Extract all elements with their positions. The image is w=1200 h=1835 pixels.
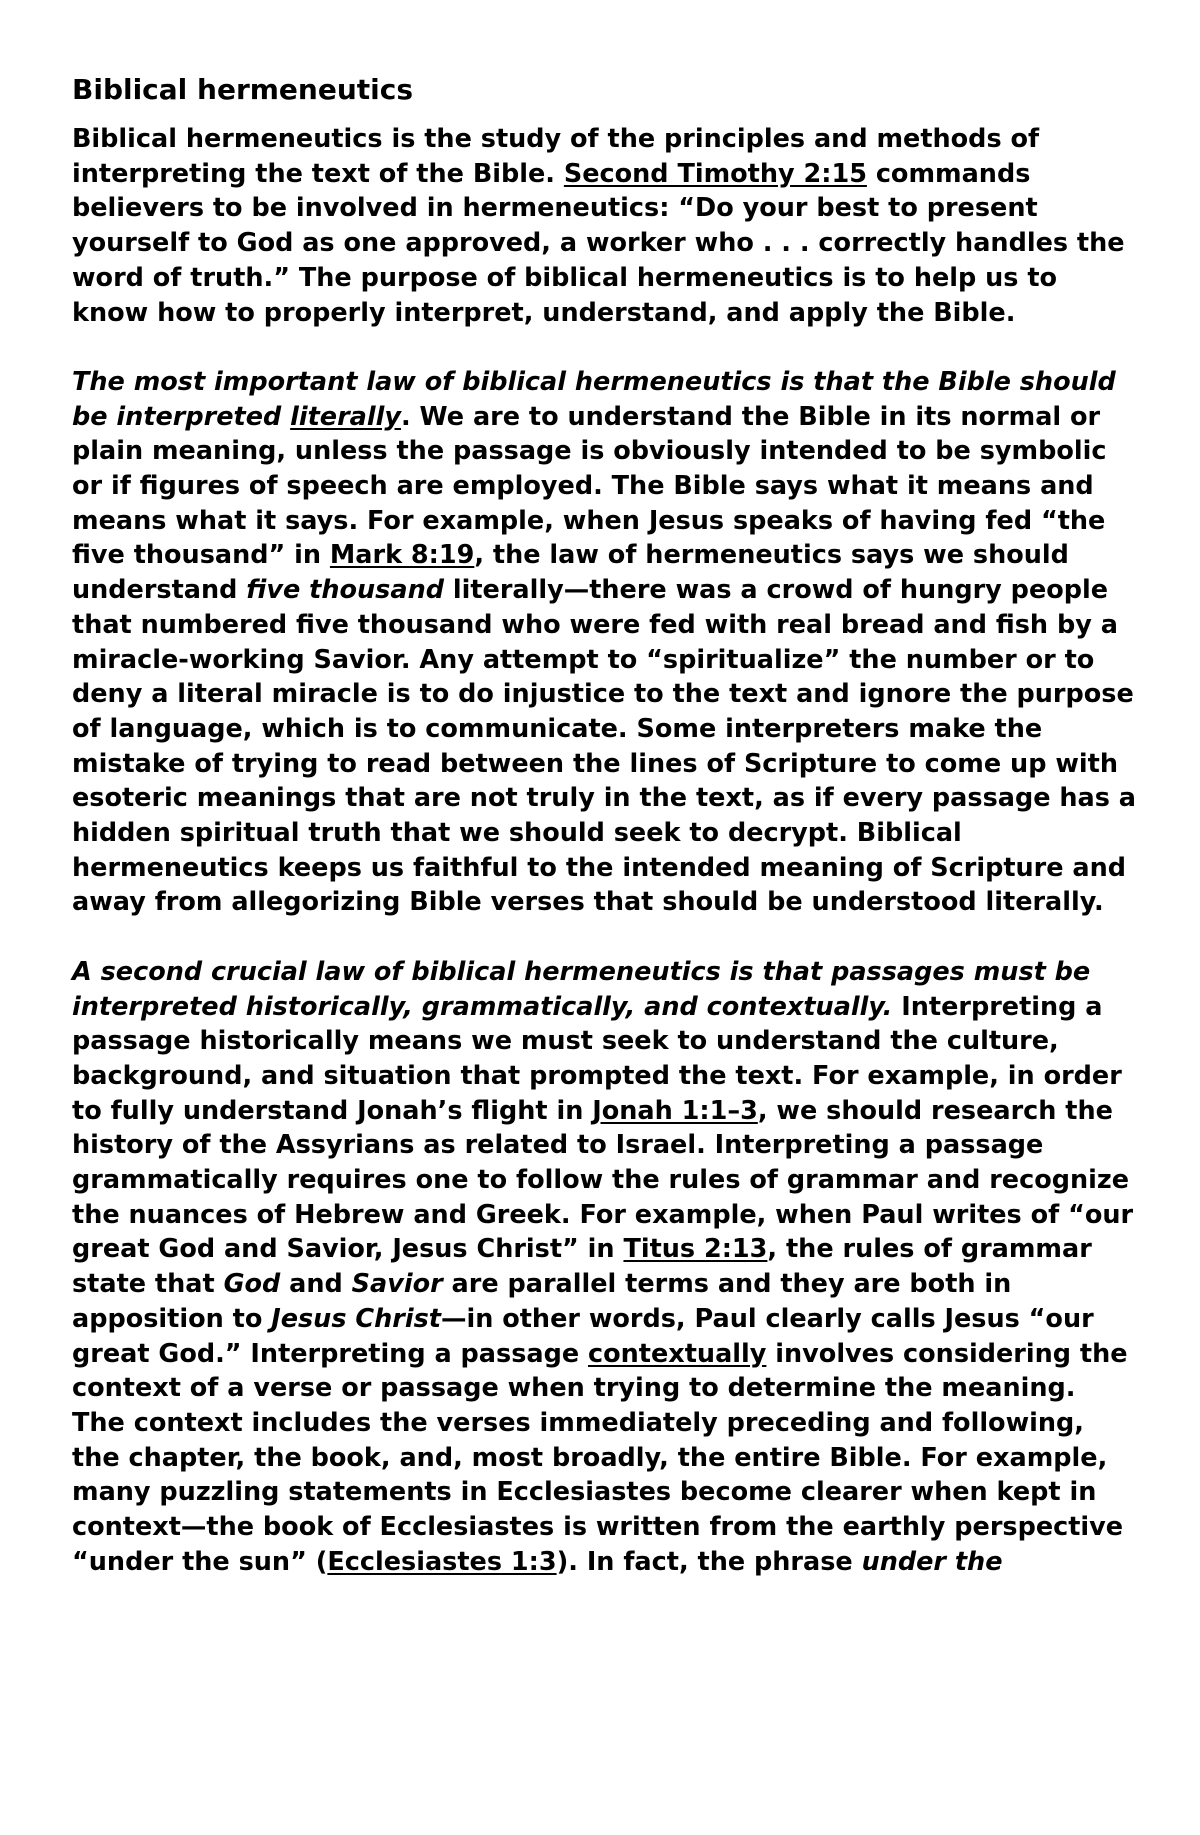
text-run: and [280, 1269, 352, 1300]
emphasis-text: The most important law of biblical hermeneutics is that the Bible should be interpreted [72, 366, 1116, 432]
document-page [72, 70, 1136, 1580]
text-run: are parallel terms and they are both in apposition to [72, 1269, 1012, 1334]
text-run: —in other words, Paul clearly calls Jesus “our great God.” Interpreting a passage [72, 1303, 1094, 1369]
text-run: . We are to understand the Bible in its normal or plain meaning, unless the passage is obviously intended to be symbolic or if figures of speech are employed. The Bible says what it means and means what it says. For example, when Jesus speaks of having fed “the five thousand” in [72, 401, 1107, 571]
document-title: Biblical hermeneutics [72, 73, 414, 106]
scripture-link-jonah-1-1-3[interactable]: Jonah 1:1–3 [592, 1095, 758, 1126]
text-run: , we should research the history of the Assyrians as related to Israel. Interpreting a passage grammatically requires one to follow the rules of grammar and recognize the nuances of Hebrew and Greek. For example, when Paul writes of “our great God and Savior, Jesus Christ” in [72, 1095, 1134, 1265]
emphasis-text: Savior [351, 1269, 443, 1300]
paragraph-literal-law [72, 365, 1136, 920]
text-run: Interpreting a passage historically means we must seek to understand the culture, background, and situation that prompted the text. For example, in order to fully understand Jonah’s flight in [72, 991, 1122, 1126]
text-run: involves considering the context of a verse or passage when trying to determine the meaning. The context includes the verses immediately preceding and following, the chapter, the book, and, most broadly, the entire Bible. For example, many puzzling statements in Ecclesiastes become clearer when kept in context—the book of Ecclesiastes is written from the earthly perspective “under the sun” ( [72, 1338, 1128, 1577]
emphasis-text: Jesus Christ [271, 1303, 441, 1334]
scripture-link-titus-2-13[interactable]: Titus 2:13 [623, 1234, 768, 1265]
text-run: Biblical hermeneutics is the study of the principles and methods of interpreting the text of the Bible. [72, 124, 1040, 189]
paragraph-historical-law [72, 955, 1136, 1580]
paragraph-intro [72, 122, 1136, 330]
text-run: commands believers to be involved in hermeneutics: “Do your best to present yourself to God as one approved, a worker who . . . correctly handles the word of truth.” The purpose of biblical hermeneutics is to help us to know how to properly interpret, understand, and apply the Bible. [72, 158, 1125, 328]
text-run: literally—there was a crowd of hungry people that numbered five thousand who were fed with real bread and fish by a miracle-working Savior. Any attempt to “spiritualize” the number or to deny a literal miracle is to do injustice to the text and ignore the purpose of language, which is to communicate. Some interpreters make the mistake of trying to read between the lines of Scripture to come up with esoteric meanings that are not truly in the text, as if every passage has a hidden spiritual truth that we should seek to decrypt. Biblical hermeneutics keeps us faithful to the intended meaning of Scripture and away from allegorizing Bible verses that should be understood literally. [72, 575, 1137, 918]
scripture-link-ecclesiastes-1-3[interactable]: Ecclesiastes 1:3 [327, 1546, 557, 1577]
emphasis-text: under the [861, 1546, 1003, 1577]
link-contextually[interactable]: contextually [588, 1338, 767, 1369]
scripture-link-mark-8-19[interactable]: Mark 8:19 [329, 540, 475, 571]
text-run: , the rules of grammar state that [72, 1234, 1092, 1300]
emphasis-text: five thousand [246, 575, 444, 606]
emphasis-text: God [223, 1269, 281, 1300]
text-run: , the law of hermeneutics says we should understand [72, 540, 1069, 606]
emphasis-text: A second crucial law of biblical hermeneutics is that passages must be interpreted historically, grammatically, and contextually. [72, 956, 1091, 1022]
text-run: ). In fact, the phrase [556, 1546, 862, 1577]
scripture-link-2-timothy-2-15[interactable]: Second Timothy 2:15 [563, 158, 867, 189]
link-literally[interactable]: literally [290, 401, 401, 432]
